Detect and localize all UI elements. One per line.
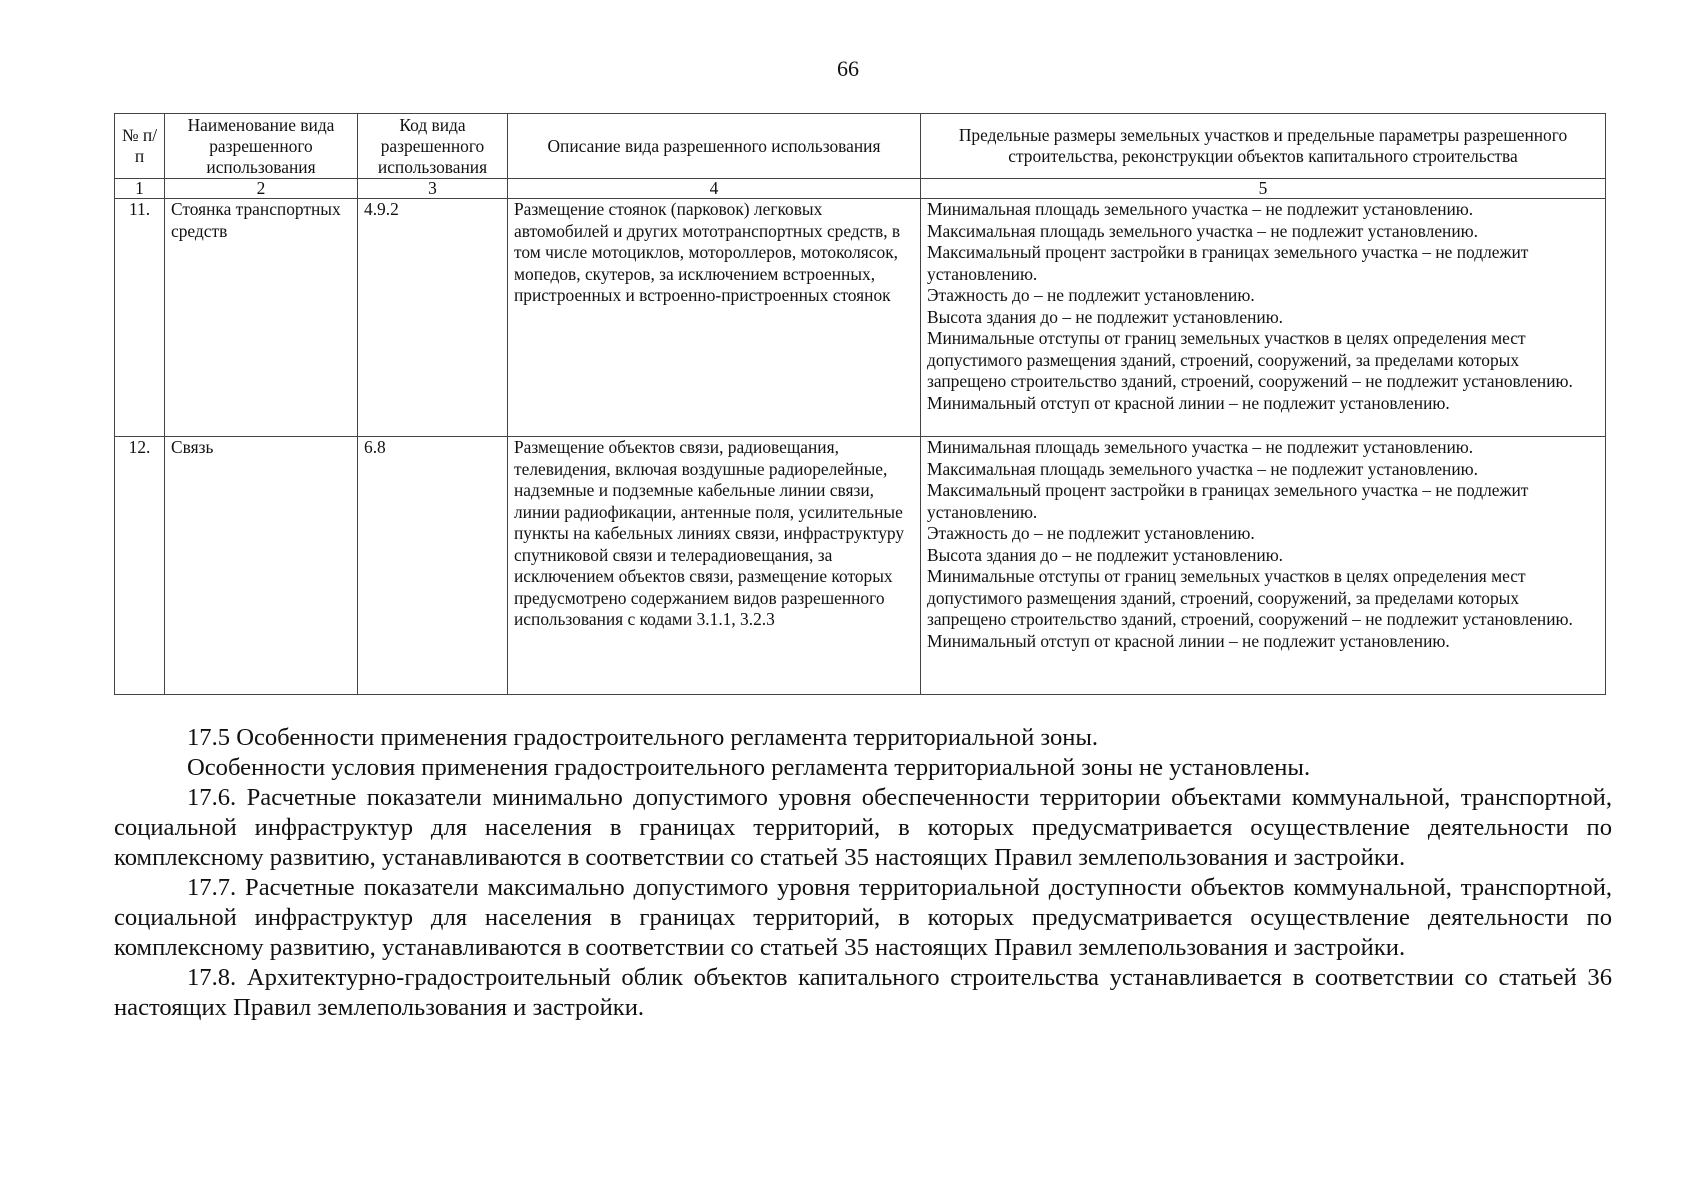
column-index: 3 <box>358 179 508 199</box>
header-use-description: Описание вида разрешенного использования <box>508 114 921 179</box>
row-number: 12. <box>115 437 165 695</box>
column-index-row <box>115 179 1606 199</box>
parameter-line: Высота здания до – не подлежит установлению. <box>927 306 1284 327</box>
row-limit-parameters <box>921 199 1606 437</box>
table-header-row <box>115 114 1606 179</box>
row-use-code: 4.9.2 <box>358 199 508 437</box>
parameter-line: Минимальный отступ от красной линии – не подлежит установлению. <box>927 630 1450 651</box>
parameter-line: Этажность до – не подлежит установлению. <box>927 523 1255 543</box>
paragraph-17-6: 17.6. Расчетные показатели минимально допустимого уровня обеспеченности территории объектами коммунальной, транспортной, социальной инфраструктур для населения в границах территорий, в которых предусматривается осуществление деятельности по комплексному развитию, устанавливаются в соответствии со статьей 35 настоящих Правил землепользования и застройки. <box>114 784 1612 871</box>
row-use-name: Связь <box>165 437 358 695</box>
table-row <box>115 437 1606 695</box>
row-use-description: Размещение объектов связи, радиовещания, телевидения, включая воздушные радиорелейные, надземные и подземные кабельные линии связи, линии радиофикации, антенные поля, усилительные пункты на кабельных линиях связи, инфраструктуру спутниковой связи и телерадиовещания, за исключением объектов связи, размещение которых предусмотрено содержанием видов разрешенного использования с кодами 3.1.1, 3.2.3 <box>508 437 921 695</box>
column-index: 5 <box>921 179 1606 199</box>
parameter-line: Минимальный отступ от красной линии – не подлежит установлению. <box>927 392 1450 413</box>
parameter-line: Максимальная площадь земельного участка – не подлежит установлению. <box>927 458 1478 479</box>
parameter-line: Максимальный процент застройки в границах земельного участка – не подлежит установлению. <box>927 242 1529 284</box>
parameter-line: Максимальный процент застройки в границах земельного участка – не подлежит установлению. <box>927 480 1529 522</box>
parameter-line: Минимальная площадь земельного участка – не подлежит установлению. <box>927 199 1474 219</box>
row-number: 11. <box>115 199 165 437</box>
paragraph-17-7: 17.7. Расчетные показатели максимально допустимого уровня территориальной доступности объектов коммунальной, транспортной, социальной инфраструктур для населения в границах территорий, в которых предусматривается осуществление деятельности по комплексному развитию, устанавливаются в соответствии со статьей 35 настоящих Правил землепользования и застройки. <box>114 874 1612 961</box>
section-heading-17-5: 17.5 Особенности применения градостроительного регламента территориальной зоны. <box>187 724 1099 751</box>
regulation-table <box>114 113 1606 695</box>
column-index: 4 <box>508 179 921 199</box>
header-number: № п/п <box>115 114 165 179</box>
parameter-line: Высота здания до – не подлежит установлению. <box>927 544 1284 565</box>
header-use-name: Наименование вида разрешенного использования <box>165 114 358 179</box>
header-use-code: Код вида разрешенного использования <box>358 114 508 179</box>
row-use-code: 6.8 <box>358 437 508 695</box>
paragraph: Особенности условия применения градостроительного регламента территориальной зоны не установлены. <box>187 754 1311 781</box>
row-use-name: Стоянка транспортных средств <box>165 199 358 437</box>
column-index: 2 <box>165 179 358 199</box>
row-use-description: Размещение стоянок (парковок) легковых автомобилей и других мототранспортных средств, в том числе мотоциклов, мотороллеров, мотоколясок, мопедов, скутеров, за исключением встроенных, пристроенных и встроенно-пристроенных стоянок <box>508 199 921 437</box>
row-limit-parameters <box>921 437 1606 695</box>
parameter-line: Минимальные отступы от границ земельных участков в целях определения мест допустимого размещения зданий, строений, сооружений, за пределами которых запрещено строительство зданий, строений, сооружений – не подлежит установлению. <box>927 328 1573 391</box>
parameter-line: Этажность до – не подлежит установлению. <box>927 285 1255 305</box>
table-row <box>115 199 1606 437</box>
header-limit-parameters: Предельные размеры земельных участков и предельные параметры разрешенного строительства, реконструкции объектов капитального строительства <box>921 114 1606 179</box>
parameter-line: Максимальная площадь земельного участка – не подлежит установлению. <box>927 220 1478 241</box>
parameter-line: Минимальные отступы от границ земельных участков в целях определения мест допустимого размещения зданий, строений, сооружений, за пределами которых запрещено строительство зданий, строений, сооружений – не подлежит установлению. <box>927 566 1573 629</box>
column-index: 1 <box>115 179 165 199</box>
page-number: 66 <box>837 56 859 81</box>
paragraph-17-8: 17.8. Архитектурно-градостроительный облик объектов капитального строительства устанавливается в соответствии со статьей 36 настоящих Правил землепользования и застройки. <box>114 964 1612 1021</box>
parameter-line: Минимальная площадь земельного участка – не подлежит установлению. <box>927 437 1474 457</box>
body-text <box>114 723 1612 1023</box>
